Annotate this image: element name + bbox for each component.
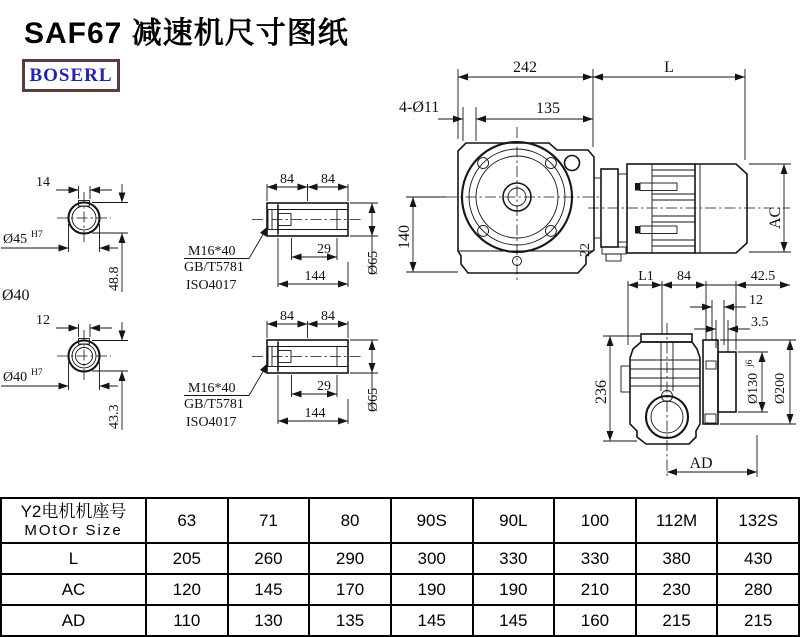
dim-L: L [664,59,674,76]
table-cell: 145 [391,605,473,636]
table-row-L [1,543,799,574]
dim-135: 135 [536,100,560,117]
table-cell: 145 [228,574,310,605]
bolt-std-gb: GB/T5781 [184,260,244,275]
dim-dia-65: Ø65 [366,250,381,275]
bolt-std-iso: ISO4017 [186,278,237,293]
table-cell: 170 [309,574,391,605]
table-row-label: AC [1,574,146,605]
dim-L1: L1 [638,269,654,284]
table-cell: 190 [391,574,473,605]
dim-29: 29 [317,242,331,257]
table-col-header: 71 [228,498,310,543]
table-cell: 330 [473,543,555,574]
table-header-row [1,498,799,543]
table-row-label: AD [1,605,146,636]
shaft-dia-label: Ø40 [2,287,30,304]
dimension-table [0,497,800,637]
table-cell: 120 [146,574,228,605]
table-cell: 330 [554,543,636,574]
table-row-label: L [1,543,146,574]
dim-bore-45: Ø45 [3,232,28,247]
dim-AD: AD [689,455,713,472]
table-header-en: MOtOr Size [24,522,123,540]
table-cell: 210 [554,574,636,605]
view-shaft-section-45 [1,175,128,304]
dim-84-1: 84 [280,172,294,187]
table-cell: 205 [146,543,228,574]
table-cell: 190 [473,574,555,605]
dim-key-width-40: 12 [36,313,50,328]
dim-key-width-45: 14 [36,175,50,190]
table-cell: 160 [554,605,636,636]
dim-dia-130-tol: j6 [745,359,755,367]
dim-84-side: 84 [677,269,691,284]
dim-bore-45-tol: H7 [31,230,43,240]
table-cell: 135 [309,605,391,636]
table-cell: 280 [717,574,799,605]
table-col-header: 63 [146,498,228,543]
table-header-motor-size [1,498,146,543]
table-cell: 230 [636,574,718,605]
holes-label: 4-Ø11 [399,99,440,116]
table-col-header: 100 [554,498,636,543]
dim-bore-40-tol: H7 [31,368,43,378]
dim-bore-40: Ø40 [3,370,28,385]
table-row-AD [1,605,799,636]
dim-84-2: 84 [321,172,335,187]
table-col-header: 112M [636,498,718,543]
table-cell: 130 [228,605,310,636]
dim-22: 22 [578,243,593,257]
bolt-spec: M16*40 [188,244,236,259]
view-shaft-section-40 [1,313,128,430]
table-cell: 300 [391,543,473,574]
table-cell: 290 [309,543,391,574]
dim-dia-200: Ø200 [773,372,788,404]
dim-12-side: 12 [749,293,763,308]
table-cell: 430 [717,543,799,574]
table-cell: 215 [636,605,718,636]
table-cell: 145 [473,605,555,636]
dim-242: 242 [513,59,537,76]
view-side [593,269,796,477]
dim-140: 140 [396,225,413,249]
view-front [396,59,791,281]
table-col-header: 90L [473,498,555,543]
table-col-header: 80 [309,498,391,543]
table-col-header: 132S [717,498,799,543]
table-cell: 260 [228,543,310,574]
table-cell: 110 [146,605,228,636]
table-cell: 215 [717,605,799,636]
dim-42-5: 42.5 [750,269,776,284]
brand-text: BOSERL [29,64,113,86]
table-header-cn: Y2电机机座号 [20,502,127,522]
dim-236: 236 [593,380,610,404]
dim-depth-48-8: 48.8 [107,266,122,291]
table-row-AC [1,574,799,605]
page-title: SAF67 减速机尺寸图纸 [24,17,349,50]
view-hollow-shaft-bottom [184,309,381,430]
dim-dia-130: Ø130 [746,372,761,404]
dim-3-5: 3.5 [751,315,769,330]
dim-AC: AC [767,206,784,229]
table-col-header: 90S [391,498,473,543]
dim-144: 144 [304,269,326,284]
view-hollow-shaft-top [184,172,381,293]
dim-depth-43-3: 43.3 [107,404,122,429]
table-cell: 380 [636,543,718,574]
